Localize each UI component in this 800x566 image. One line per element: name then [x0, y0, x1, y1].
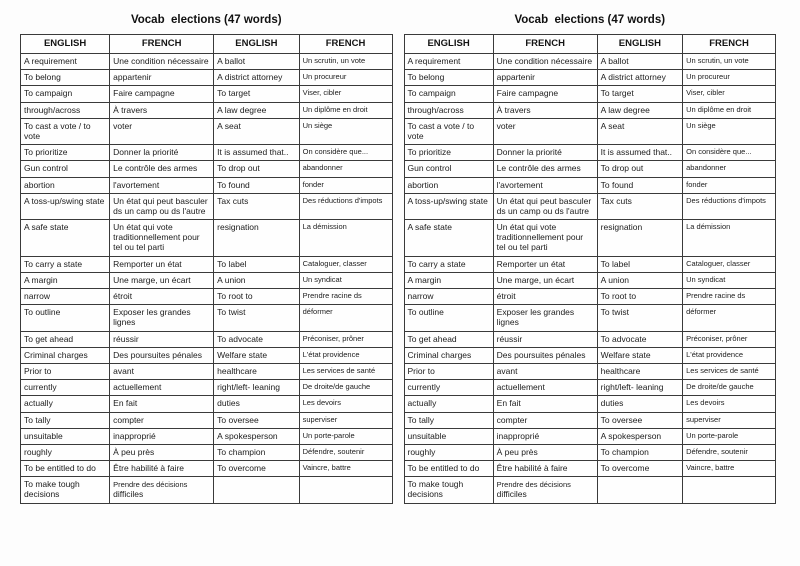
table-cell: To root to: [214, 289, 299, 305]
table-cell: avant: [110, 363, 214, 379]
table-cell: Cataloguer, classer: [683, 256, 776, 272]
table-cell: To twist: [597, 305, 682, 331]
table-row: [404, 396, 776, 412]
table-cell: Un siège: [683, 118, 776, 144]
table-cell: compter: [110, 412, 214, 428]
column-header: ENGLISH: [404, 35, 493, 54]
table-row: [21, 161, 393, 177]
table-row: [404, 363, 776, 379]
table-cell: A requirement: [21, 54, 110, 70]
table-cell: Un état qui vote traditionnellement pour tel ou tel parti: [493, 220, 597, 257]
table-cell: Prendre des décisions difficiles: [110, 477, 214, 503]
table-cell: currently: [404, 380, 493, 396]
table-row: [21, 220, 393, 257]
table-row: [404, 54, 776, 70]
table-cell: Les services de santé: [683, 363, 776, 379]
table-cell: Exposer les grandes lignes: [110, 305, 214, 331]
table-row: [404, 193, 776, 219]
table-cell: A law degree: [597, 102, 682, 118]
table-row: [404, 220, 776, 257]
table-cell: To carry a state: [404, 256, 493, 272]
table-cell: To belong: [404, 70, 493, 86]
table-cell: Remporter un état: [493, 256, 597, 272]
table-cell: Préconiser, prôner: [683, 331, 776, 347]
table-cell: A toss-up/swing state: [404, 193, 493, 219]
table-cell: Un porte-parole: [299, 428, 392, 444]
table-cell: Tax cuts: [214, 193, 299, 219]
column-header: ENGLISH: [597, 35, 682, 54]
column-header: FRENCH: [110, 35, 214, 54]
table-row: [404, 347, 776, 363]
table-cell: Vaincre, battre: [683, 461, 776, 477]
table-cell: healthcare: [214, 363, 299, 379]
table-cell: To tally: [21, 412, 110, 428]
table-cell: À travers: [110, 102, 214, 118]
table-cell: To target: [214, 86, 299, 102]
table-cell: A spokesperson: [597, 428, 682, 444]
table-cell: fonder: [683, 177, 776, 193]
table-cell: fonder: [299, 177, 392, 193]
table-cell: narrow: [21, 289, 110, 305]
table-cell: La démission: [683, 220, 776, 257]
table-cell: To prioritize: [404, 145, 493, 161]
table-cell: À peu près: [110, 444, 214, 460]
table-cell: Un diplôme en droit: [683, 102, 776, 118]
table-cell: through/across: [21, 102, 110, 118]
table-row: [404, 118, 776, 144]
table-cell: To get ahead: [21, 331, 110, 347]
table-cell: To outline: [404, 305, 493, 331]
table-cell: Viser, cibler: [299, 86, 392, 102]
vocab-sheet-right: [404, 12, 777, 504]
table-cell: En fait: [493, 396, 597, 412]
table-cell: A union: [214, 272, 299, 288]
table-cell: A district attorney: [214, 70, 299, 86]
table-cell: étroit: [493, 289, 597, 305]
table-row: [21, 363, 393, 379]
table-cell: Welfare state: [597, 347, 682, 363]
table-cell: To drop out: [214, 161, 299, 177]
table-row: [404, 161, 776, 177]
table-cell: To overcome: [214, 461, 299, 477]
table-cell: Welfare state: [214, 347, 299, 363]
table-cell: voter: [110, 118, 214, 144]
table-row: [404, 102, 776, 118]
table-cell: Exposer les grandes lignes: [493, 305, 597, 331]
table-cell: roughly: [21, 444, 110, 460]
table-cell: resignation: [214, 220, 299, 257]
table-cell: Le contrôle des armes: [493, 161, 597, 177]
table-cell: Prior to: [404, 363, 493, 379]
table-cell: À travers: [493, 102, 597, 118]
table-row: [21, 118, 393, 144]
table-row: [21, 177, 393, 193]
table-cell: roughly: [404, 444, 493, 460]
table-row: [21, 396, 393, 412]
table-cell: Une marge, un écart: [110, 272, 214, 288]
table-cell: Vaincre, battre: [299, 461, 392, 477]
table-cell: To oversee: [214, 412, 299, 428]
table-cell: inapproprié: [110, 428, 214, 444]
table-row: [404, 461, 776, 477]
table-row: [404, 177, 776, 193]
table-row: [21, 461, 393, 477]
table-cell: duties: [214, 396, 299, 412]
table-cell: voter: [493, 118, 597, 144]
table-cell: To cast a vote / to vote: [21, 118, 110, 144]
table-cell: Une condition nécessaire: [493, 54, 597, 70]
table-row: [404, 380, 776, 396]
table-cell: Des poursuites pénales: [110, 347, 214, 363]
table-cell: To found: [214, 177, 299, 193]
table-cell: A requirement: [404, 54, 493, 70]
table-cell: To label: [597, 256, 682, 272]
table-cell: A safe state: [21, 220, 110, 257]
column-header: FRENCH: [493, 35, 597, 54]
table-cell: To champion: [597, 444, 682, 460]
table-cell: Prior to: [21, 363, 110, 379]
table-cell: Gun control: [21, 161, 110, 177]
table-cell: Être habilité à faire: [493, 461, 597, 477]
table-cell: Être habilité à faire: [110, 461, 214, 477]
table-row: [404, 86, 776, 102]
table-cell: To drop out: [597, 161, 682, 177]
table-body: [21, 54, 393, 504]
table-cell: A seat: [214, 118, 299, 144]
table-row: [21, 86, 393, 102]
table-cell: compter: [493, 412, 597, 428]
table-cell: Gun control: [404, 161, 493, 177]
table-row: [21, 331, 393, 347]
table-cell: Le contrôle des armes: [110, 161, 214, 177]
table-cell: It is assumed that..: [597, 145, 682, 161]
table-header-row: [404, 35, 776, 54]
table-cell: On considère que...: [683, 145, 776, 161]
table-cell: Les devoirs: [683, 396, 776, 412]
table-row: [21, 70, 393, 86]
table-cell: To twist: [214, 305, 299, 331]
table-cell: A ballot: [214, 54, 299, 70]
table-cell: La démission: [299, 220, 392, 257]
table-cell: De droite/de gauche: [683, 380, 776, 396]
table-header-row: [21, 35, 393, 54]
table-cell: Un porte-parole: [683, 428, 776, 444]
table-cell: A law degree: [214, 102, 299, 118]
table-row: [21, 444, 393, 460]
table-cell: On considère que...: [299, 145, 392, 161]
table-cell: Un état qui vote traditionnellement pour tel ou tel parti: [110, 220, 214, 257]
table-cell: To advocate: [214, 331, 299, 347]
table-cell: Un procureur: [683, 70, 776, 86]
page-title: Vocab elections (47 words): [130, 14, 282, 26]
table-cell: Un diplôme en droit: [299, 102, 392, 118]
table-cell: [299, 477, 392, 503]
table-cell: To campaign: [21, 86, 110, 102]
table-cell: Viser, cibler: [683, 86, 776, 102]
table-cell: To found: [597, 177, 682, 193]
table-cell: Cataloguer, classer: [299, 256, 392, 272]
table-cell: Remporter un état: [110, 256, 214, 272]
table-cell: Des réductions d'impots: [683, 193, 776, 219]
table-row: [404, 428, 776, 444]
table-cell: To overcome: [597, 461, 682, 477]
table-row: [404, 145, 776, 161]
table-row: [21, 412, 393, 428]
table-row: [21, 428, 393, 444]
table-cell: actually: [21, 396, 110, 412]
table-row: [404, 331, 776, 347]
table-cell: Un scrutin, un vote: [683, 54, 776, 70]
vocab-sheet-left: [20, 12, 393, 504]
table-cell: abandonner: [299, 161, 392, 177]
table-cell: through/across: [404, 102, 493, 118]
table-cell: Défendre, soutenir: [299, 444, 392, 460]
table-cell: déformer: [299, 305, 392, 331]
table-cell: superviser: [683, 412, 776, 428]
table-cell: [683, 477, 776, 503]
table-cell: appartenir: [493, 70, 597, 86]
table-cell: réussir: [110, 331, 214, 347]
table-cell: To campaign: [404, 86, 493, 102]
table-cell: Un état qui peut basculer ds un camp ou ds l'autre: [110, 193, 214, 219]
table-cell: Donner la priorité: [493, 145, 597, 161]
table-cell: [597, 477, 682, 503]
table-cell: Préconiser, prôner: [299, 331, 392, 347]
table-cell: Défendre, soutenir: [683, 444, 776, 460]
table-cell: To make tough decisions: [21, 477, 110, 503]
table-cell: currently: [21, 380, 110, 396]
table-cell: L'état providence: [683, 347, 776, 363]
table-cell: abandonner: [683, 161, 776, 177]
table-cell: À peu près: [493, 444, 597, 460]
table-cell: [214, 477, 299, 503]
table-cell: De droite/de gauche: [299, 380, 392, 396]
table-cell: To oversee: [597, 412, 682, 428]
table-cell: Des réductions d'impots: [299, 193, 392, 219]
column-header: ENGLISH: [21, 35, 110, 54]
table-cell: Faire campagne: [110, 86, 214, 102]
table-row: [21, 305, 393, 331]
table-cell: l'avortement: [110, 177, 214, 193]
table-row: [404, 444, 776, 460]
table-cell: l'avortement: [493, 177, 597, 193]
table-cell: abortion: [21, 177, 110, 193]
table-row: [404, 272, 776, 288]
page-title: Vocab elections (47 words): [514, 14, 666, 26]
table-cell: To make tough decisions: [404, 477, 493, 503]
table-cell: To tally: [404, 412, 493, 428]
table-cell: It is assumed that..: [214, 145, 299, 161]
table-cell: right/left- leaning: [597, 380, 682, 396]
table-cell: actually: [404, 396, 493, 412]
column-header: FRENCH: [683, 35, 776, 54]
table-row: [404, 289, 776, 305]
table-cell: A union: [597, 272, 682, 288]
table-row: [21, 193, 393, 219]
table-cell: Une condition nécessaire: [110, 54, 214, 70]
column-header: FRENCH: [299, 35, 392, 54]
table-cell: Un syndicat: [299, 272, 392, 288]
table-cell: Un état qui peut basculer ds un camp ou ds l'autre: [493, 193, 597, 219]
table-cell: To prioritize: [21, 145, 110, 161]
table-cell: Une marge, un écart: [493, 272, 597, 288]
table-cell: réussir: [493, 331, 597, 347]
table-cell: appartenir: [110, 70, 214, 86]
table-cell: Des poursuites pénales: [493, 347, 597, 363]
vocab-table-right: [404, 34, 777, 504]
table-cell: Un siège: [299, 118, 392, 144]
table-cell: To be entitled to do: [21, 461, 110, 477]
table-row: [404, 477, 776, 503]
table-cell: To advocate: [597, 331, 682, 347]
table-row: [21, 54, 393, 70]
table-cell: To be entitled to do: [404, 461, 493, 477]
table-cell: étroit: [110, 289, 214, 305]
table-cell: Un syndicat: [683, 272, 776, 288]
table-cell: Criminal charges: [21, 347, 110, 363]
table-cell: actuellement: [110, 380, 214, 396]
table-cell: A safe state: [404, 220, 493, 257]
table-cell: unsuitable: [21, 428, 110, 444]
table-cell: A toss-up/swing state: [21, 193, 110, 219]
table-cell: avant: [493, 363, 597, 379]
table-cell: To belong: [21, 70, 110, 86]
table-cell: L'état providence: [299, 347, 392, 363]
table-cell: Prendre racine ds: [299, 289, 392, 305]
table-cell: Donner la priorité: [110, 145, 214, 161]
table-cell: Les devoirs: [299, 396, 392, 412]
table-cell: déformer: [683, 305, 776, 331]
table-cell: unsuitable: [404, 428, 493, 444]
table-row: [404, 412, 776, 428]
table-row: [21, 380, 393, 396]
table-header: [404, 35, 776, 54]
table-cell: right/left- leaning: [214, 380, 299, 396]
table-cell: To get ahead: [404, 331, 493, 347]
table-row: [21, 145, 393, 161]
table-cell: A margin: [21, 272, 110, 288]
table-cell: To champion: [214, 444, 299, 460]
table-cell: narrow: [404, 289, 493, 305]
column-header: ENGLISH: [214, 35, 299, 54]
table-cell: healthcare: [597, 363, 682, 379]
table-cell: Prendre racine ds: [683, 289, 776, 305]
table-cell: To carry a state: [21, 256, 110, 272]
table-cell: Les services de santé: [299, 363, 392, 379]
table-cell: En fait: [110, 396, 214, 412]
table-cell: superviser: [299, 412, 392, 428]
table-cell: A margin: [404, 272, 493, 288]
table-row: [21, 256, 393, 272]
table-cell: Un scrutin, un vote: [299, 54, 392, 70]
table-row: [21, 347, 393, 363]
table-row: [404, 305, 776, 331]
table-cell: resignation: [597, 220, 682, 257]
table-cell: Prendre des décisions difficiles: [493, 477, 597, 503]
table-cell: To label: [214, 256, 299, 272]
table-row: [21, 289, 393, 305]
table-cell: Criminal charges: [404, 347, 493, 363]
table-cell: To root to: [597, 289, 682, 305]
table-row: [404, 70, 776, 86]
table-row: [404, 256, 776, 272]
table-row: [21, 272, 393, 288]
table-cell: A ballot: [597, 54, 682, 70]
table-cell: A spokesperson: [214, 428, 299, 444]
table-cell: actuellement: [493, 380, 597, 396]
table-cell: To cast a vote / to vote: [404, 118, 493, 144]
table-row: [21, 102, 393, 118]
table-cell: duties: [597, 396, 682, 412]
table-cell: A seat: [597, 118, 682, 144]
vocab-table-left: [20, 34, 393, 504]
table-cell: Tax cuts: [597, 193, 682, 219]
table-cell: Faire campagne: [493, 86, 597, 102]
table-row: [21, 477, 393, 503]
table-cell: To target: [597, 86, 682, 102]
table-cell: inapproprié: [493, 428, 597, 444]
table-cell: A district attorney: [597, 70, 682, 86]
table-header: [21, 35, 393, 54]
table-body: [404, 54, 776, 504]
table-cell: abortion: [404, 177, 493, 193]
table-cell: Un procureur: [299, 70, 392, 86]
table-cell: To outline: [21, 305, 110, 331]
